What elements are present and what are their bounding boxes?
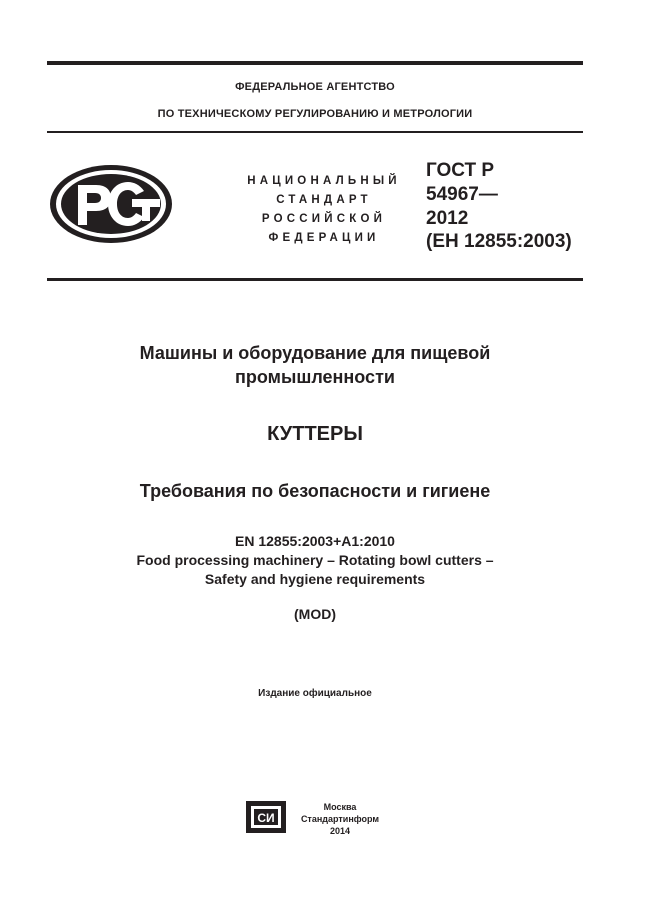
en-mod: (MOD) <box>294 606 336 622</box>
standard-type-line-3: РОССИЙСКОЙ <box>261 213 387 225</box>
en-title-line-1: Food processing machinery – Rotating bowl cutters – <box>136 552 494 568</box>
gost-line-3: 2012 <box>426 208 469 229</box>
title-subtitle: Требования по безопасности и гигиене <box>139 481 491 501</box>
standard-type-line-1: НАЦИОНАЛЬНЫЙ <box>247 175 401 187</box>
agency-line-2: ПО ТЕХНИЧЕСКОМУ РЕГУЛИРОВАНИЮ И МЕТРОЛОГИИ <box>157 108 473 120</box>
edition-label: Издание официальное <box>258 688 372 699</box>
gost-line-2: 54967— <box>426 184 498 205</box>
standartinform-logo-text: СИ <box>257 811 275 825</box>
en-title-line-2: Safety and hygiene requirements <box>204 571 426 587</box>
header-divider <box>47 131 583 133</box>
standard-type-line-4: ФЕДЕРАЦИИ <box>268 232 380 244</box>
agency-line-1: ФЕДЕРАЛЬНОЕ АГЕНТСТВО <box>235 81 395 93</box>
rst-certification-mark-icon <box>48 163 174 245</box>
title-line-2: промышленности <box>235 367 395 387</box>
title-line-1: Машины и оборудование для пищевой <box>139 343 491 363</box>
gost-line-1: ГОСТ Р <box>426 160 495 181</box>
top-rule <box>47 61 583 65</box>
gost-line-4: (ЕН 12855:2003) <box>426 231 572 252</box>
standartinform-logo-icon <box>246 801 286 833</box>
standard-type-line-2: СТАНДАРТ <box>276 194 372 206</box>
en-code: EN 12855:2003+A1:2010 <box>235 533 395 549</box>
publisher-name: Стандартинформ <box>300 814 380 824</box>
publisher-city: Москва <box>323 802 357 812</box>
publisher-block <box>290 801 390 837</box>
title-main: КУТТЕРЫ <box>267 423 363 445</box>
publisher-year: 2014 <box>329 826 351 836</box>
header-bottom-rule <box>47 278 583 281</box>
